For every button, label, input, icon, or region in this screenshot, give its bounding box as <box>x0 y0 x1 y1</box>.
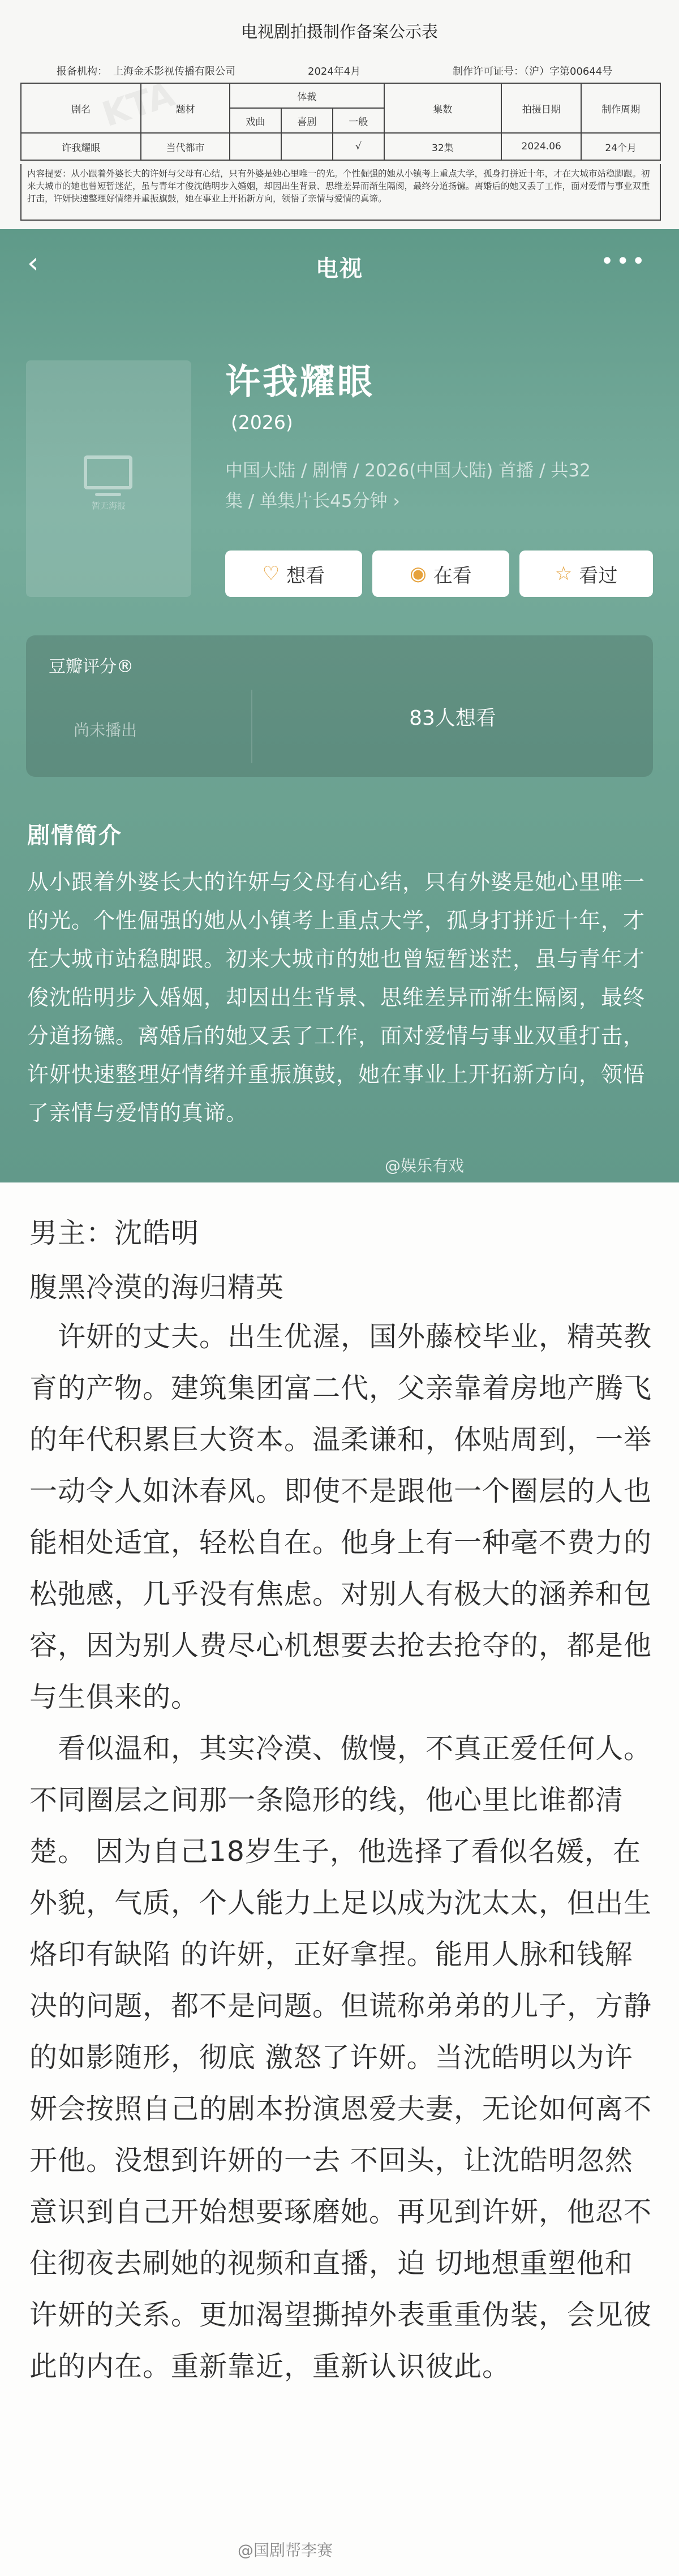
watching-button[interactable] <box>372 551 509 597</box>
applicant-label: 报备机构： <box>57 66 108 78</box>
form-date: 2024年4月 <box>308 66 361 78</box>
footer-watermark: @国剧帮李赛 <box>238 2541 333 2560</box>
header-name: 剧名 <box>21 83 141 133</box>
show-info-line1: 中国大陆 / 剧情 / 2026(中国大陆) 首播 / 共32 <box>225 461 591 481</box>
row-episodes: 32集 <box>384 133 501 160</box>
rating-value: 尚未播出 <box>74 721 137 739</box>
character-description <box>0 1182 679 2576</box>
character-body <box>29 1311 652 2392</box>
applicant-name: 上海金禾影视传播有限公司 <box>113 66 235 78</box>
license-number: 制作许可证号：（沪）字第00644号 <box>453 66 613 78</box>
header-shoot-date: 拍摄日期 <box>501 83 582 133</box>
character-tagline: 腹黑冷漠的海归精英 <box>29 1271 285 1304</box>
header-genre-normal: 一般 <box>333 108 384 133</box>
row-cycle: 24个月 <box>581 133 660 160</box>
eye-icon: ◉ <box>410 562 427 585</box>
synopsis-text: 从小跟着外婆长大的许妍与父母有心结，只有外婆是她心里唯一的光。个性倔强的她从小镇考上重点大学，孤身打拼近十年，才在大城市站稳脚跟。初来大城市的她也曾短暂迷茫，虽与青年才俊沈皓明步入婚姻，却因出生背景、思维差异而渐生隔阂，最终分道扬镳。离婚后的她又丢了工作，面对爱情与事业双重打击，许妍快速整理好情绪并重振旗鼓，她在事业上开拓新方向，领悟了亲情与爱情的真谛。 <box>27 870 646 1125</box>
row-shoot-date: 2024.06 <box>501 133 582 160</box>
chevron-left-icon[interactable]: ‹ <box>27 246 39 280</box>
header-genre-opera: 戏曲 <box>230 108 281 133</box>
watermark-graphic: KTA <box>97 74 179 135</box>
show-title: 许我耀眼 <box>225 361 375 402</box>
header-episodes: 集数 <box>384 83 501 133</box>
show-year: (2026) <box>231 411 293 433</box>
nav-title: 电视 <box>316 256 363 282</box>
want-count: 83人想看 <box>409 707 496 730</box>
form-title: 电视剧拍摄制作备案公示表 <box>240 22 438 41</box>
tv-icon <box>84 455 132 489</box>
content-summary: 内容提要：从小跟着外婆长大的许妍与父母有心结，只有外婆是她心里唯一的光。个性倔强的她从小镇考上重点大学，孤身打拼近十年，才在大城市站稳脚跟。初来大城市的她也曾短暂迷茫，虽与青年才俊沈皓明步入婚姻，却因出生背景、思维差异而渐生隔阂，最终分道扬镳。离婚后的她又丢了工作，面对爱情与事业双重打击，许妍快速整理好情绪并重振旗鼓，她在事业上开拓新方向，领悟了亲情与爱情的真谛。 <box>20 164 661 221</box>
row-name: 许我耀眼 <box>21 133 141 160</box>
star-icon: ☆ <box>555 562 573 585</box>
watermark-text: @娱乐有戏 <box>385 1156 465 1175</box>
heart-plus-icon: ♡ <box>262 562 280 585</box>
header-theme: 题材 <box>141 83 230 133</box>
show-info-line2: 集 / 单集片长45分钟 › <box>225 491 400 511</box>
header-cycle: 制作周期 <box>581 83 660 133</box>
want-to-watch-label: 想看 <box>286 564 325 587</box>
row-genre-opera <box>230 133 281 160</box>
douban-tv-screen <box>0 229 679 1182</box>
rating-label: 豆瓣评分® <box>49 657 134 677</box>
poster-placeholder[interactable] <box>26 360 191 597</box>
poster-caption: 暂无海报 <box>91 501 126 511</box>
more-dots-icon[interactable]: ••• <box>600 248 647 274</box>
form-table <box>20 83 661 161</box>
row-theme: 当代都市 <box>141 133 230 160</box>
character-paragraph-2: 看似温和，其实冷漠、傲慢，不真正爱任何人。不同圈层之间那一条隐形的线，他心里比谁都清楚。 因为自己18岁生子，他选择了看似名媛，在外貌，气质，个人能力上足以成为沈太太，但出生烙印有缺陷 的许妍，正好拿捏。能用人脉和钱解决的问题，都不是问题。但谎称弟弟的儿子，方静的如影随形，彻底 激怒了许妍。当沈皓明以为许妍会按照自己的剧本扮演恩爱夫妻，无论如何离不开他。没想到许妍的一去 不回头，让沈皓明忽然意识到自己开始想要琢磨她。再见到许妍，他忍不住彻夜去刷她的视频和直播，迫 切地想重塑他和许妍的关系。更加渴望撕掉外表重重伪装，会见彼此的内在。重新靠近，重新认识彼此。 <box>29 1732 652 2383</box>
rating-card[interactable] <box>26 635 653 777</box>
synopsis-title: 剧情简介 <box>27 823 122 849</box>
character-paragraph-1: 许妍的丈夫。出生优渥，国外藤校毕业，精英教育的产物。建筑集团富二代，父亲靠着房地产腾飞的年代积累巨大资本。温柔谦和，体贴周到，一举一动令人如沐春风。即使不是跟他一个圈层的人也能相处适宜，轻松自在。他身上有一种毫不费力的松弛感，几乎没有焦虑。对别人有极大的涵养和包容，因为别人费尽心机想要去抢去抢夺的，都是他与生俱来的。 <box>29 1321 652 1713</box>
registration-form <box>0 0 679 229</box>
header-genre-drama: 喜剧 <box>281 108 333 133</box>
header-genre: 体裁 <box>230 83 384 108</box>
watching-label: 在看 <box>433 564 472 587</box>
watched-label: 看过 <box>579 564 618 587</box>
watched-button[interactable] <box>519 551 653 597</box>
want-to-watch-button[interactable] <box>225 551 362 597</box>
character-role: 男主：沈皓明 <box>29 1217 200 1249</box>
show-info[interactable] <box>225 455 655 517</box>
row-genre-drama <box>281 133 333 160</box>
row-genre-normal: √ <box>333 133 384 160</box>
